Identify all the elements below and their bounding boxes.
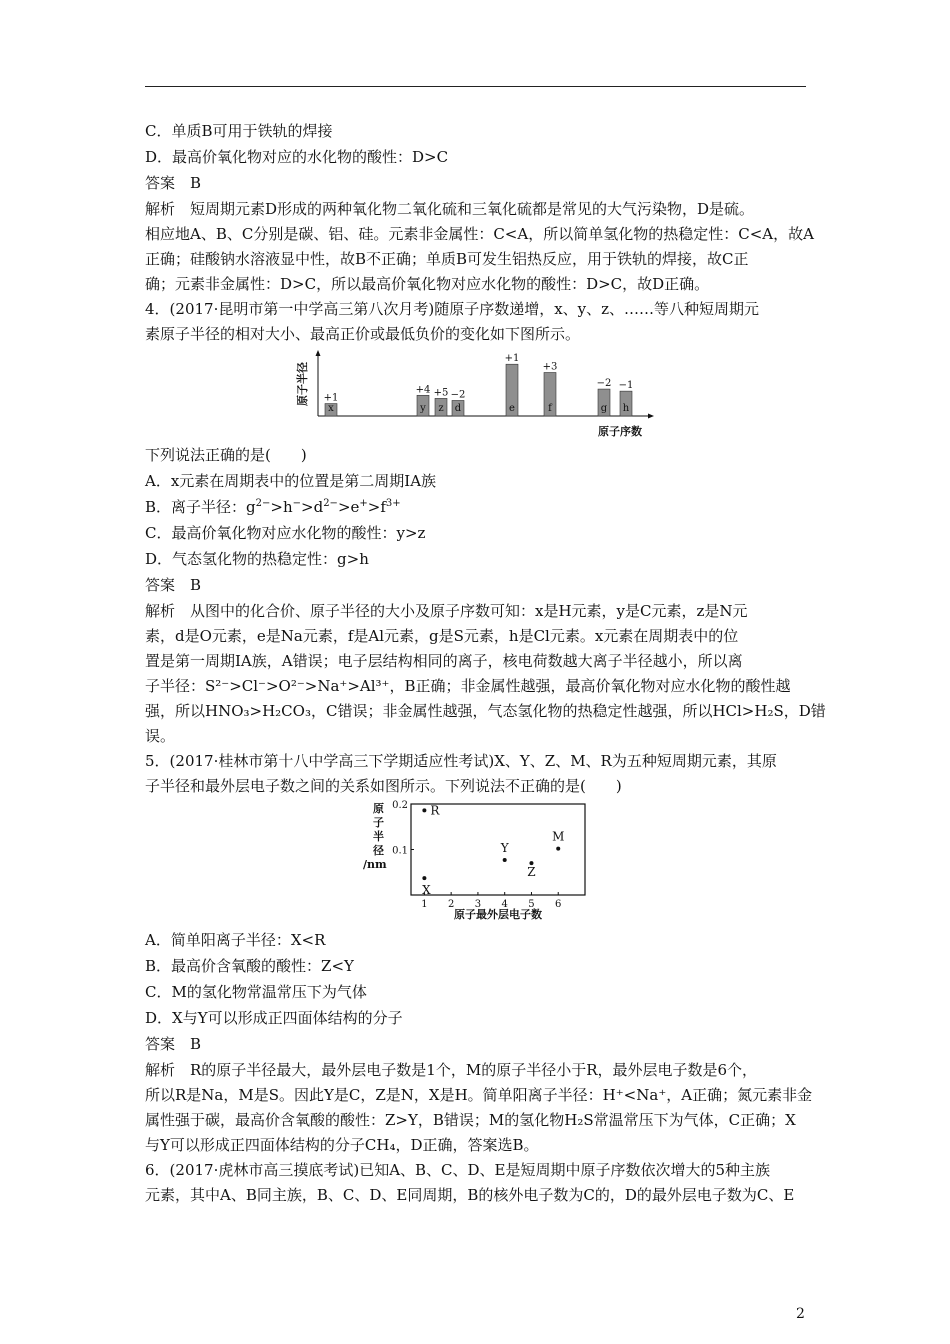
point-X xyxy=(422,876,426,880)
explanation-line: 解析 R的原子半径最大，最外层电子数是1个，M的原子半径小于R，最外层电子数是6个， xyxy=(145,1061,758,1079)
explanation-line: 相应地A、B、C分别是碳、铝、硅。元素非金属性：C<A，所以简单氢化物的热稳定性：C<A，故A xyxy=(145,225,814,243)
option-b: B．离子半径：$g^{2-}>h^->d^{2-}>e^+>f^{3+}$ xyxy=(145,498,401,516)
y-tick-label: 0.2 xyxy=(392,800,408,811)
valence-label-d: −2 xyxy=(450,389,466,401)
question-stem: 素原子半径的相对大小、最高正价或最低负价的变化如下图所示。 xyxy=(145,325,581,343)
option-b: B．最高价含氧酸的酸性：Z<Y xyxy=(145,957,354,975)
question-stem: 6．(2017·虎林市高三摸底考试)已知A、B、C、D、E是短周期中原子序数依次增大的5种主族 xyxy=(145,1161,771,1179)
valence-label-x: +1 xyxy=(323,392,339,404)
question-ask: 下列说法正确的是( ) xyxy=(145,446,307,464)
explanation-line: 正确；硅酸钠水溶液显中性，故B不正确；单质B可发生铝热反应，用于铁轨的焊接，故C正 xyxy=(145,250,749,268)
bar-label-e: e xyxy=(509,403,515,414)
valence-label-g: −2 xyxy=(596,378,612,390)
option-c: C．M的氢化物常温常压下为气体 xyxy=(145,983,367,1001)
explanation-line: 与Y可以形成正四面体结构的分子CH₄，D正确，答案选B。 xyxy=(145,1136,539,1154)
bar-label-d: d xyxy=(454,403,462,414)
option-d: D．最高价氧化物对应的水化物的酸性：D>C xyxy=(145,148,449,166)
bar-label-f: f xyxy=(548,403,552,414)
explanation-line: 属性强于碳，最高价含氧酸的酸性：Z>Y，B错误；M的氢化物H₂S常温常压下为气体，C正确；X xyxy=(145,1111,796,1129)
y-axis-label: 原子半径 xyxy=(296,362,309,406)
bar-label-z: z xyxy=(438,403,444,414)
point-label-R: R xyxy=(430,803,440,818)
option-c: C．单质B可用于铁轨的焊接 xyxy=(145,122,333,140)
y-axis-label: 原 xyxy=(373,802,384,815)
point-label-Y: Y xyxy=(500,840,509,855)
bar-chart-radius-valence xyxy=(296,350,656,442)
page-number: 2 xyxy=(796,1306,805,1322)
scatter-chart-radius-electrons xyxy=(355,798,595,922)
question-stem: 子半径和最外层电子数之间的关系如图所示。下列说法不正确的是( ) xyxy=(145,777,622,795)
option-a: A．x元素在周期表中的位置是第二周期ⅠA族 xyxy=(145,472,437,490)
question-stem: 元素，其中A、B同主族，B、C、D、E同周期，B的核外电子数为C的，D的最外层电子数为C、E xyxy=(145,1186,795,1204)
explanation-line: 误。 xyxy=(145,727,176,745)
y-axis-unit: /nm xyxy=(363,858,387,871)
explanation-line: 确；元素非金属性：D>C，所以最高价氧化物对应水化物的酸性：D>C，故D正确。 xyxy=(145,275,710,293)
explanation-line: 所以R是Na，M是S。因此Y是C，Z是N，X是H。简单阳离子半径：H⁺<Na⁺，A正确；氮元素非金 xyxy=(145,1086,813,1104)
x-tick-label: 2 xyxy=(447,899,455,910)
x-axis-label: 原子最外层电子数 xyxy=(454,908,542,921)
valence-label-f: +3 xyxy=(542,361,558,373)
explanation-line: 强，所以HNO₃>H₂CO₃，C错误；非金属性越强，气态氢化物的热稳定性越强，所以HCl>H₂S，D错 xyxy=(145,702,826,720)
point-M xyxy=(556,847,560,851)
option-d: D．气态氢化物的热稳定性：g>h xyxy=(145,550,369,568)
y-axis-label: 半 xyxy=(373,830,384,843)
point-R xyxy=(422,808,426,812)
x-tick-label: 4 xyxy=(501,899,508,910)
question-stem: 4．(2017·昆明市第一中学高三第八次月考)随原子序数递增，x、y、z、……等八种短周期元 xyxy=(145,300,760,318)
y-tick-label: 0.1 xyxy=(392,845,408,857)
point-label-X: X xyxy=(422,883,431,898)
x-tick-label: 1 xyxy=(421,899,428,910)
x-tick-label: 6 xyxy=(555,899,562,910)
answer: 答案 B xyxy=(145,1035,202,1053)
x-tick-label: 3 xyxy=(474,899,482,910)
point-label-M: M xyxy=(552,829,565,844)
explanation-line: 解析 从图中的化合价、原子半径的大小及原子序数可知：x是H元素，y是C元素，z是N元 xyxy=(145,602,748,620)
option-c: C．最高价氧化物对应水化物的酸性：y>z xyxy=(145,524,426,542)
bar-label-h: h xyxy=(622,403,630,414)
header-rule xyxy=(145,86,806,87)
explanation-line: 子半径：S²⁻>Cl⁻>O²⁻>Na⁺>Al³⁺，B正确；非金属性越强，最高价氧化物对应水化物的酸性越 xyxy=(145,677,791,695)
valence-label-e: +1 xyxy=(504,353,520,365)
answer: 答案 B xyxy=(145,174,202,192)
explanation-line: 置是第一周期ⅠA族，A错误；电子层结构相同的离子，核电荷数越大离子半径越小，所以离 xyxy=(145,652,743,670)
explanation-line: 解析 短周期元素D形成的两种氧化物二氧化硫和三氧化硫都是常见的大气污染物，D是硫。 xyxy=(145,200,755,218)
bar-label-g: g xyxy=(600,403,608,414)
x-axis-label: 原子序数 xyxy=(598,425,642,438)
point-Y xyxy=(503,858,507,862)
option-d: D．X与Y可以形成正四面体结构的分子 xyxy=(145,1009,403,1027)
question-stem: 5．(2017·桂林市第十八中学高三下学期适应性考试)X、Y、Z、M、R为五种短周期元素，其原 xyxy=(145,752,777,770)
y-axis-label: 径 xyxy=(373,844,384,857)
option-a: A．简单阳离子半径：X<R xyxy=(145,931,326,949)
valence-label-h: −1 xyxy=(618,380,634,392)
valence-label-y: +4 xyxy=(415,384,431,396)
x-tick-label: 5 xyxy=(528,899,535,910)
bar-label-x: x xyxy=(328,403,334,414)
valence-label-z: +5 xyxy=(433,387,449,399)
y-axis-label: 子 xyxy=(373,816,384,829)
explanation-line: 素，d是O元素，e是Na元素，f是Al元素，g是S元素，h是Cl元素。x元素在周期表中的位 xyxy=(145,627,739,645)
answer: 答案 B xyxy=(145,576,202,594)
point-label-Z: Z xyxy=(527,865,536,880)
bar-label-y: y xyxy=(420,403,426,414)
